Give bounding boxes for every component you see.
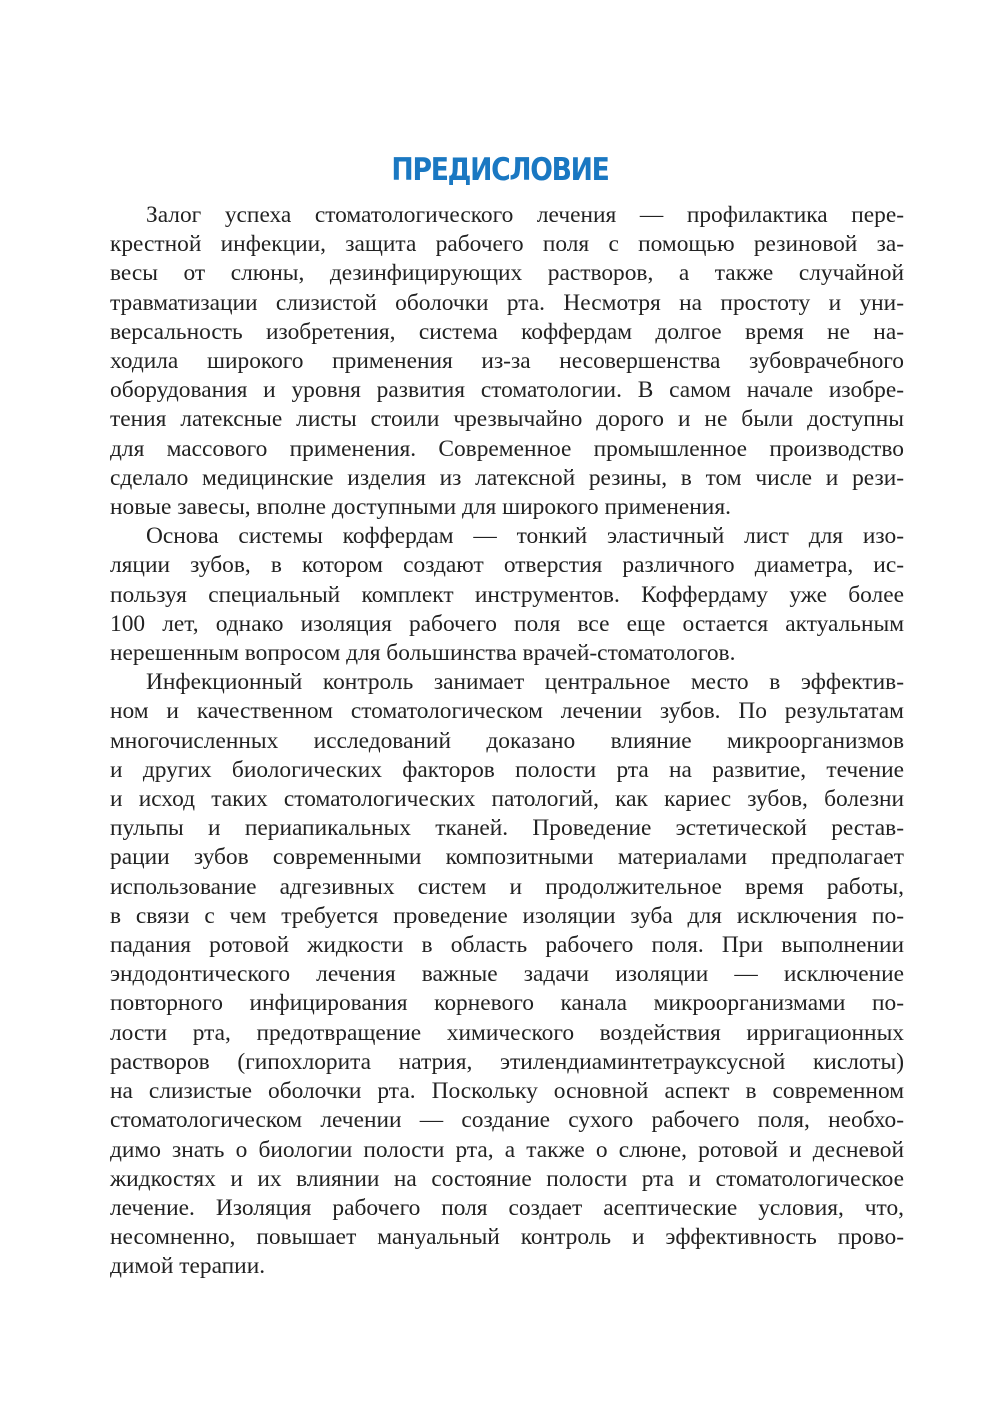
text-line: и исход таких стоматологических патологий, как кариес зубов, болезни: [110, 786, 904, 813]
text-line: новые завесы, вполне доступными для широкого применения.: [110, 494, 731, 521]
text-line: падания ротовой жидкости в область рабочего поля. При выполнении: [110, 932, 904, 959]
text-line: версальность изобретения, система коффердам долгое время не на-: [110, 318, 904, 345]
text-line: в связи с чем требуется проведение изоляции зуба для исключения по-: [110, 902, 904, 929]
text-line: несомненно, повышает мануальный контроль и эффективность прово-: [110, 1224, 904, 1251]
text-line: лости рта, предотвращение химического воздействия ирригационных: [110, 1019, 904, 1046]
text-line: крестной инфекции, защита рабочего поля с помощью резиновой за-: [110, 231, 904, 258]
text-line: для массового применения. Современное промышленное производство: [110, 435, 904, 462]
text-line: Залог успеха стоматологического лечения — профилактика пере-: [146, 202, 904, 228]
text-line: нерешенным вопросом для большинства врачей-стоматологов.: [110, 640, 736, 667]
text-line: пользуя специальный комплект инструментов. Коффердаму уже более: [110, 581, 904, 608]
paragraph-1: [110, 201, 904, 522]
page-title: ПРЕДИСЛОВИЕ: [391, 152, 609, 188]
text-line: жидкостях и их влиянии на состояние полости рта и стоматологическое: [110, 1165, 904, 1192]
text-line: ходила широкого применения из-за несовершенства зубоврачебного: [110, 348, 904, 375]
text-line: весы от слюны, дезинфицирующих растворов, а также случайной: [110, 260, 904, 287]
text-line: ляции зубов, в котором создают отверстия различного диаметра, ис-: [110, 552, 904, 579]
text-line: тения латексные листы стоили чрезвычайно дорого и не были доступны: [110, 406, 904, 433]
text-line: лечение. Изоляция рабочего поля создает асептические условия, что,: [110, 1194, 904, 1221]
body-text: [110, 201, 904, 1282]
text-line: димо знать о биологии полости рта, а также о слюне, ротовой и десневой: [110, 1136, 904, 1163]
text-line: рации зубов современными композитными материалами предполагает: [110, 844, 904, 871]
text-line: Основа системы коффердам — тонкий эластичный лист для изо-: [146, 523, 904, 550]
text-line: повторного инфицирования корневого канала микроорганизмами по-: [110, 990, 904, 1017]
text-line: 100 лет, однако изоляция рабочего поля все еще остается актуальным: [110, 610, 904, 637]
paragraph-2: [110, 522, 904, 668]
text-line: травматизации слизистой оболочки рта. Несмотря на простоту и уни-: [110, 289, 904, 316]
text-line: на слизистые оболочки рта. Поскольку основной аспект в современном: [110, 1078, 904, 1105]
text-line: пульпы и периапикальных тканей. Проведение эстетической рестав-: [110, 815, 904, 842]
text-line: эндодонтического лечения важные задачи изоляции — исключение: [110, 961, 904, 988]
text-line: стоматологическом лечении — создание сухого рабочего поля, необхо-: [110, 1107, 904, 1134]
text-line: многочисленных исследований доказано влияние микроорганизмов: [110, 727, 904, 754]
text-line: использование адгезивных систем и продолжительное время работы,: [110, 873, 904, 900]
text-line: Инфекционный контроль занимает центральное место в эффектив-: [146, 669, 904, 696]
text-line: оборудования и уровня развития стоматологии. В самом начале изобре-: [110, 377, 904, 404]
text-line: растворов (гипохлорита натрия, этилендиаминтетрауксусной кислоты): [110, 1048, 904, 1075]
paragraph-3: [110, 668, 904, 1281]
text-line: димой терапии.: [110, 1253, 266, 1280]
text-line: и других биологических факторов полости рта на развитие, течение: [110, 756, 904, 783]
text-line: сделало медицинские изделия из латексной резины, в том числе и рези-: [110, 464, 904, 491]
text-line: ном и качественном стоматологическом лечении зубов. По результатам: [110, 698, 904, 725]
